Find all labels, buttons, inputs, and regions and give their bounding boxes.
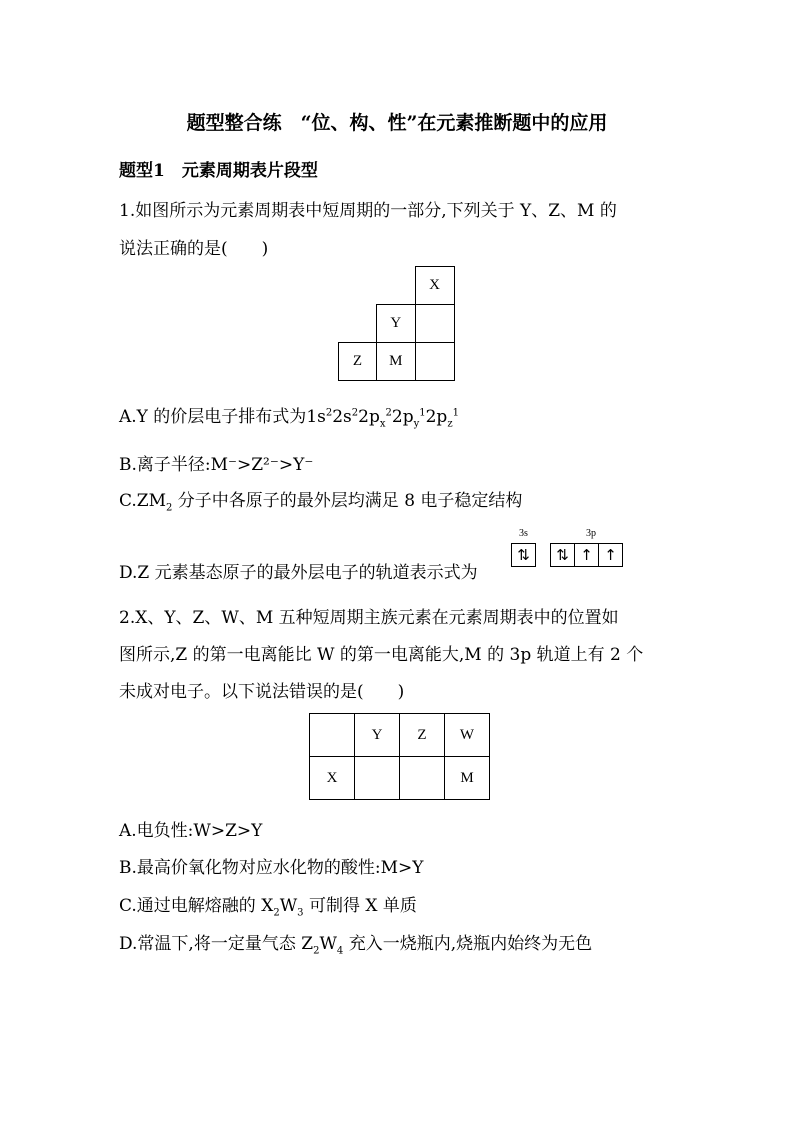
q1-cell	[415, 343, 454, 381]
q2-cell	[355, 757, 400, 800]
q1-cell-y: Y	[377, 305, 416, 343]
q2-stem-line3: 未成对电子。以下说法错误的是( )	[119, 682, 405, 702]
q1-option-b: B.离子半径:M⁻>Z²⁻>Y⁻	[119, 455, 314, 475]
q2-option-d-suffix: 充入一烧瓶内,烧瓶内始终为无色	[343, 934, 593, 954]
q1-cell-m: M	[377, 343, 416, 381]
q1-cell-x: X	[415, 267, 454, 305]
q2-option-d-mid: W	[319, 934, 337, 954]
q1-option-c-suffix: 分子中各原子的最外层均满足 8 电子稳定结构	[172, 491, 523, 511]
q1-option-d: D.Z 元素基态原子的最外层电子的轨道表示式为	[119, 563, 478, 583]
q1-cell-z: Z	[339, 343, 377, 381]
q2-stem-line1: 2.X、Y、Z、W、M 五种短周期主族元素在元素周期表中的位置如	[119, 608, 619, 628]
q2-stem-line2: 图所示,Z 的第一电离能比 W 的第一电离能大,M 的 3p 轨道上有 2 个	[119, 645, 644, 665]
q2-cell-z: Z	[400, 714, 445, 757]
q1-periodic-table	[338, 266, 455, 381]
orbital-cell-up-icon: ↑	[604, 546, 617, 564]
q2-cell-w: W	[445, 714, 490, 757]
q2-cell-x: X	[310, 757, 355, 800]
q1-stem-line1: 1.如图所示为元素周期表中短周期的一部分,下列关于 Y、Z、M 的	[119, 201, 617, 221]
q1-cell	[377, 267, 416, 305]
orbital-3p-label: 3p	[586, 528, 596, 539]
q2-cell-m: M	[445, 757, 490, 800]
q2-option-d	[119, 929, 593, 957]
orbital-3p-box	[550, 543, 623, 567]
page-title: 题型整合练 “位、构、性”在元素推断题中的应用	[186, 112, 608, 134]
q2-cell	[400, 757, 445, 800]
q1-cell	[339, 305, 377, 343]
q2-option-c-mid: W	[279, 896, 298, 916]
q1-stem-line2: 说法正确的是( )	[119, 239, 269, 259]
q1-option-c-subscript: 2	[166, 502, 173, 514]
q1-option-a-formula: $1s^22s^22p_x^22p_y^12p_z^1$	[306, 407, 459, 430]
q1-option-c	[119, 486, 523, 514]
q2-option-c-sub1: 2	[273, 907, 280, 919]
q1-option-a	[119, 402, 459, 430]
q1-option-c-prefix: C.ZM	[119, 491, 167, 511]
q2-option-b: B.最高价氧化物对应水化物的酸性:M>Y	[119, 858, 424, 878]
q2-cell-y: Y	[355, 714, 400, 757]
q1-cell	[339, 267, 377, 305]
q2-periodic-table	[309, 713, 490, 800]
orbital-3s-box	[511, 543, 536, 567]
orbital-cell-paired-icon: ⇅	[551, 544, 575, 566]
q2-option-d-sub2: 4	[336, 945, 344, 957]
section-heading: 题型1 元素周期表片段型	[119, 161, 318, 181]
q2-option-c	[119, 891, 417, 919]
q2-option-c-prefix: C.通过电解熔融的 X	[119, 896, 274, 916]
q2-cell	[310, 714, 355, 757]
q2-option-c-sub2: 3	[297, 907, 304, 919]
orbital-3s-label: 3s	[519, 528, 528, 539]
orbital-cell-paired-icon: ⇅	[517, 546, 530, 564]
q2-option-d-sub1: 2	[313, 945, 320, 957]
q2-option-a: A.电负性:W>Z>Y	[119, 821, 263, 841]
q2-option-c-suffix: 可制得 X 单质	[303, 896, 417, 916]
q2-option-d-prefix: D.常温下,将一定量气态 Z	[119, 934, 314, 954]
q1-cell	[415, 305, 454, 343]
q1-option-a-text: A.Y 的价层电子排布式为	[119, 407, 307, 427]
orbital-cell-up-icon: ↑	[575, 544, 599, 566]
